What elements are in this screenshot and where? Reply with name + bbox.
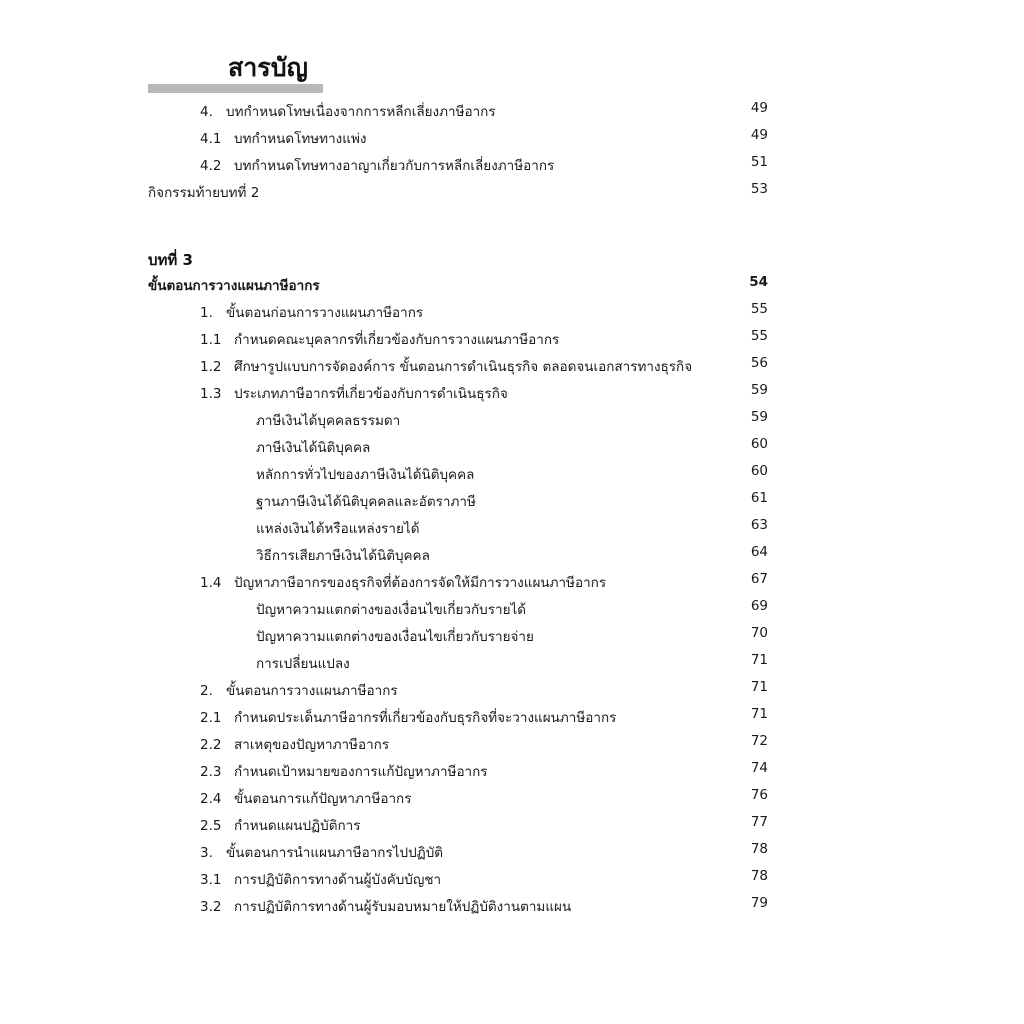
toc-entry[interactable] (148, 733, 768, 760)
toc-entry[interactable] (148, 652, 768, 679)
toc-entry-number: 3. (200, 845, 213, 861)
toc-entry[interactable] (148, 463, 768, 490)
toc-entry[interactable] (148, 328, 768, 355)
toc-entry-label: หลักการทั่วไปของภาษีเงินได้นิติบุคคล (256, 467, 475, 483)
toc-entry[interactable] (148, 760, 768, 787)
toc-entry[interactable] (148, 841, 768, 868)
toc-entry-label: กำหนดคณะบุคลากรที่เกี่ยวข้องกับการวางแผนภาษีอากร (234, 332, 560, 348)
toc-entry-number: 1.2 (200, 359, 222, 375)
toc-entry[interactable] (148, 706, 768, 733)
chapter-heading: บทที่ 3 (148, 251, 193, 269)
toc-entry-label: ศึกษารูปแบบการจัดองค์การ ขั้นตอนการดำเนินธุรกิจ ตลอดจนเอกสารทางธุรกิจ (234, 359, 693, 375)
toc-entry-page-number: 78 (750, 841, 768, 857)
toc-entry-label: ปัญหาความแตกต่างของเงื่อนไขเกี่ยวกับรายจ่าย (256, 629, 534, 645)
toc-entry-page-number: 72 (750, 733, 768, 749)
toc-entry-label: กำหนดเป้าหมายของการแก้ปัญหาภาษีอากร (234, 764, 488, 780)
toc-entry-number: 2.4 (200, 791, 222, 807)
toc-entry-label: ภาษีเงินได้บุคคลธรรมดา (256, 413, 401, 429)
toc-entry-page-number: 59 (750, 409, 768, 425)
title-underline-bar (148, 84, 323, 93)
toc-entry-number: 1.3 (200, 386, 222, 402)
toc-entry[interactable] (148, 517, 768, 544)
toc-entry[interactable] (148, 787, 768, 814)
toc-entry-number: 2.1 (200, 710, 222, 726)
toc-entry-label: ขั้นตอนการวางแผนภาษีอากร (148, 278, 320, 294)
toc-entry[interactable] (148, 409, 768, 436)
toc-entry-page-number: 59 (750, 382, 768, 398)
section-spacer (148, 208, 768, 248)
toc-entry[interactable] (148, 490, 768, 517)
toc-entry-label: ขั้นตอนการแก้ปัญหาภาษีอากร (234, 791, 412, 807)
toc-entry-label: ภาษีเงินได้นิติบุคคล (256, 440, 371, 456)
toc-entry[interactable] (148, 355, 768, 382)
toc-entry-page-number: 63 (750, 517, 768, 533)
toc-entry-label: บทกำหนดโทษทางแพ่ง (234, 131, 367, 147)
toc-entry-label: ปัญหาภาษีอากรของธุรกิจที่ต้องการจัดให้มีการวางแผนภาษีอากร (234, 575, 607, 591)
toc-entry-page-number: 78 (750, 868, 768, 884)
toc-entry[interactable] (148, 598, 768, 625)
toc-entry-page-number: 55 (750, 301, 768, 317)
toc-entry-number: 1. (200, 305, 213, 321)
toc-entry-page-number: 61 (750, 490, 768, 506)
toc-entry-label: ประเภทภาษีอากรที่เกี่ยวข้องกับการดำเนินธุรกิจ (234, 386, 508, 402)
toc-entry-page-number: 60 (750, 436, 768, 452)
toc-entry-label: สาเหตุของปัญหาภาษีอากร (234, 737, 390, 753)
toc-entry-number: 1.1 (200, 332, 222, 348)
toc-entry-page-number: 71 (750, 652, 768, 668)
toc-entry[interactable] (148, 436, 768, 463)
toc-entry[interactable] (148, 625, 768, 652)
toc-entry-number: 4.1 (200, 131, 222, 147)
toc-entry-number: 2.5 (200, 818, 222, 834)
toc-entry-label: ปัญหาความแตกต่างของเงื่อนไขเกี่ยวกับรายได้ (256, 602, 527, 618)
toc-entry[interactable] (148, 127, 768, 154)
toc-entry-number: 3.2 (200, 899, 222, 915)
toc-entry-number: 2.2 (200, 737, 222, 753)
table-of-contents (148, 100, 768, 922)
toc-entry-label: ขั้นตอนการนำแผนภาษีอากรไปปฏิบัติ (226, 845, 444, 861)
toc-entry[interactable] (148, 544, 768, 571)
toc-entry-label: การเปลี่ยนแปลง (256, 656, 350, 672)
toc-entry-page-number: 69 (750, 598, 768, 614)
toc-entry-page-number: 49 (750, 100, 768, 116)
toc-entry[interactable] (148, 679, 768, 706)
toc-entry-page-number: 76 (750, 787, 768, 803)
toc-entry-label: การปฏิบัติการทางด้านผู้รับมอบหมายให้ปฏิบัติงานตามแผน (234, 899, 572, 915)
toc-entry-page-number: 71 (750, 679, 768, 695)
toc-entry-page-number: 70 (750, 625, 768, 641)
toc-entry[interactable] (148, 181, 768, 208)
toc-entry-page-number: 79 (750, 895, 768, 911)
toc-entry-page-number: 74 (750, 760, 768, 776)
toc-entry-page-number: 54 (749, 274, 768, 290)
toc-entry-label: การปฏิบัติการทางด้านผู้บังคับบัญชา (234, 872, 442, 888)
toc-entry-page-number: 51 (750, 154, 768, 170)
toc-entry-page-number: 49 (750, 127, 768, 143)
toc-entry-number: 2. (200, 683, 213, 699)
toc-entry[interactable] (148, 100, 768, 127)
toc-entry-page-number: 77 (750, 814, 768, 830)
toc-entry-number: 1.4 (200, 575, 222, 591)
toc-entry-label: ขั้นตอนการวางแผนภาษีอากร (226, 683, 398, 699)
toc-entry-page-number: 56 (750, 355, 768, 371)
toc-entry-number: 2.3 (200, 764, 222, 780)
toc-entry-number: 4. (200, 104, 213, 120)
toc-entry-label: บทกำหนดโทษทางอาญาเกี่ยวกับการหลีกเลี่ยงภาษีอากร (234, 158, 555, 174)
toc-entry-label: ฐานภาษีเงินได้นิติบุคคลและอัตราภาษี (256, 494, 476, 510)
toc-entry[interactable] (148, 301, 768, 328)
toc-entry-label: ขั้นตอนก่อนการวางแผนภาษีอากร (226, 305, 424, 321)
page-title: สารบัญ (228, 53, 308, 82)
toc-entry-page-number: 71 (750, 706, 768, 722)
toc-entry-page-number: 64 (750, 544, 768, 560)
toc-entry-label: วิธีการเสียภาษีเงินได้นิติบุคคล (256, 548, 430, 564)
toc-entry-label: กิจกรรมท้ายบทที่ 2 (148, 185, 260, 201)
toc-entry-page-number: 55 (750, 328, 768, 344)
toc-entry[interactable] (148, 154, 768, 181)
toc-entry-label: แหล่งเงินได้หรือแหล่งรายได้ (256, 521, 420, 537)
toc-entry[interactable] (148, 895, 768, 922)
toc-entry[interactable] (148, 814, 768, 841)
toc-entry[interactable] (148, 868, 768, 895)
toc-entry-label: บทกำหนดโทษเนื่องจากการหลีกเลี่ยงภาษีอากร (226, 104, 496, 120)
toc-entry[interactable] (148, 571, 768, 598)
toc-entry-number: 3.1 (200, 872, 222, 888)
toc-entry-number: 4.2 (200, 158, 222, 174)
toc-entry-label: กำหนดประเด็นภาษีอากรที่เกี่ยวข้องกับธุรกิจที่จะวางแผนภาษีอากร (234, 710, 617, 726)
toc-entry[interactable] (148, 382, 768, 409)
toc-entry-label: กำหนดแผนปฏิบัติการ (234, 818, 361, 834)
toc-entry-page-number: 60 (750, 463, 768, 479)
toc-entry-page-number: 53 (750, 181, 768, 197)
toc-entry[interactable] (148, 274, 768, 301)
toc-entry-page-number: 67 (750, 571, 768, 587)
